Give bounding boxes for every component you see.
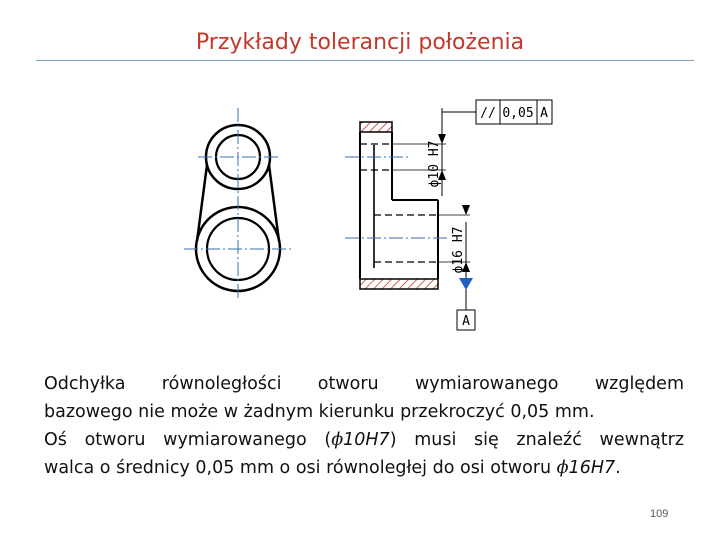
datum-marker [457,278,475,330]
text-line-3-tolerance: 10H7 [343,430,390,450]
parallelism-symbol: // [480,106,496,121]
slide-title: Przykłady tolerancji położenia [195,30,525,55]
text-line-3 [44,426,684,454]
datum-letter: A [462,314,470,329]
dimension-lower-label: ϕ16 H7 [451,226,466,274]
page-number: 109 [650,508,669,520]
phi-symbol: ϕ [556,458,569,478]
text-line-4-part-a: walca o średnicy 0,05 mm o osi równoległej do osi otworu [44,458,557,478]
dimension-upper-label: ϕ10 H7 [427,140,442,188]
text-line-4 [44,454,684,482]
text-line-3-part-a: Oś otworu wymiarowanego ( [44,430,332,450]
text-line-4-period: . [615,458,621,478]
description-text [44,370,684,482]
text-line-1: Odchyłka równoległości otworu wymiarowanego względem [44,374,684,394]
text-line-3-part-c: ) musi się znaleźć wewnątrz [389,430,684,450]
phi-symbol: ϕ [331,430,344,450]
lever-front-view [184,108,292,300]
tolerance-frame [442,100,552,124]
text-line-4-tolerance: 16H7 [568,458,616,478]
frame-datum: A [540,106,548,121]
tolerance-value: 0,05 [502,106,534,121]
dimension-upper-bore [392,108,446,196]
text-line-2: bazowego nie może w żadnym kierunku przekroczyć 0,05 mm. [44,402,595,422]
